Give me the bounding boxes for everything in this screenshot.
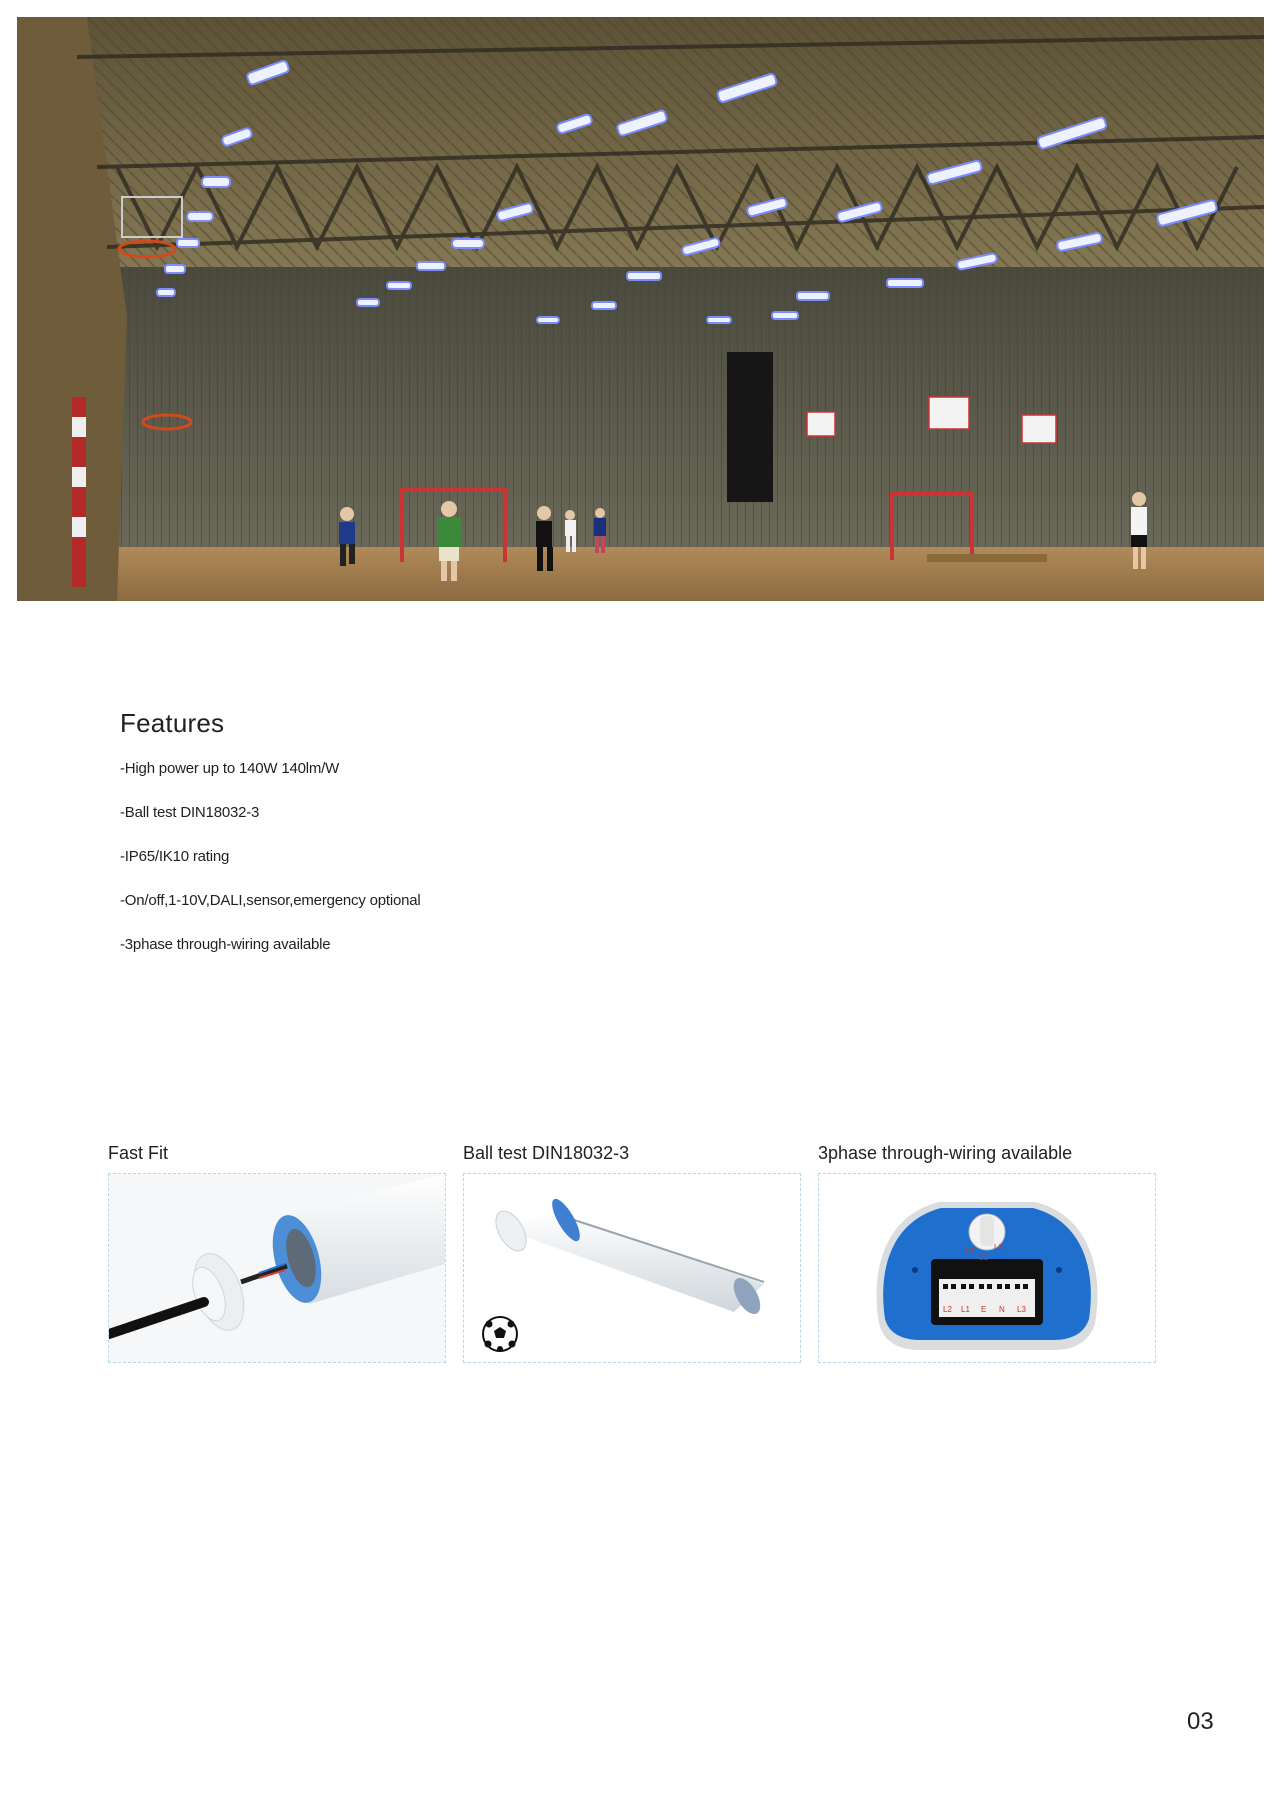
terminal-label-bottom: L1 bbox=[961, 1305, 970, 1314]
card-label-3phase: 3phase through-wiring available bbox=[818, 1143, 1073, 1163]
features-title: Features bbox=[120, 708, 225, 738]
page-number: 03 bbox=[1187, 1708, 1214, 1735]
feature-item: -On/off,1-10V,DALI,sensor,emergency optional bbox=[120, 892, 421, 909]
card-label-ball-test: Ball test DIN18032-3 bbox=[463, 1143, 630, 1163]
card-label-fast-fit: Fast Fit bbox=[108, 1143, 169, 1163]
terminal-label-top: L1 bbox=[979, 1253, 988, 1262]
sports-hall-illustration bbox=[17, 17, 1264, 601]
terminal-label-top: L2 bbox=[965, 1247, 974, 1256]
terminal-label-bottom: E bbox=[981, 1305, 987, 1314]
terminal-label-top: L3 bbox=[994, 1243, 1003, 1252]
tube-luminaire-illustration bbox=[464, 1174, 800, 1362]
terminal-label-bottom: L2 bbox=[943, 1305, 952, 1314]
quick-connector-illustration bbox=[109, 1174, 445, 1362]
card-3phase-image bbox=[818, 1173, 1156, 1363]
card-ball-test-image bbox=[463, 1173, 801, 1363]
terminal-block-illustration bbox=[819, 1174, 1155, 1362]
feature-item: -Ball test DIN18032-3 bbox=[120, 804, 260, 821]
ball-icon bbox=[483, 1317, 517, 1352]
feature-item: -IP65/IK10 rating bbox=[120, 848, 230, 865]
card-fast-fit-image bbox=[108, 1173, 446, 1363]
feature-item: -High power up to 140W 140lm/W bbox=[120, 760, 340, 777]
features-section bbox=[120, 708, 720, 979]
features-list bbox=[120, 759, 720, 979]
terminal-label-bottom: L3 bbox=[1017, 1305, 1026, 1314]
hero-photo bbox=[17, 17, 1264, 601]
feature-item: -3phase through-wiring available bbox=[120, 936, 331, 953]
terminal-label-bottom: N bbox=[999, 1305, 1005, 1314]
